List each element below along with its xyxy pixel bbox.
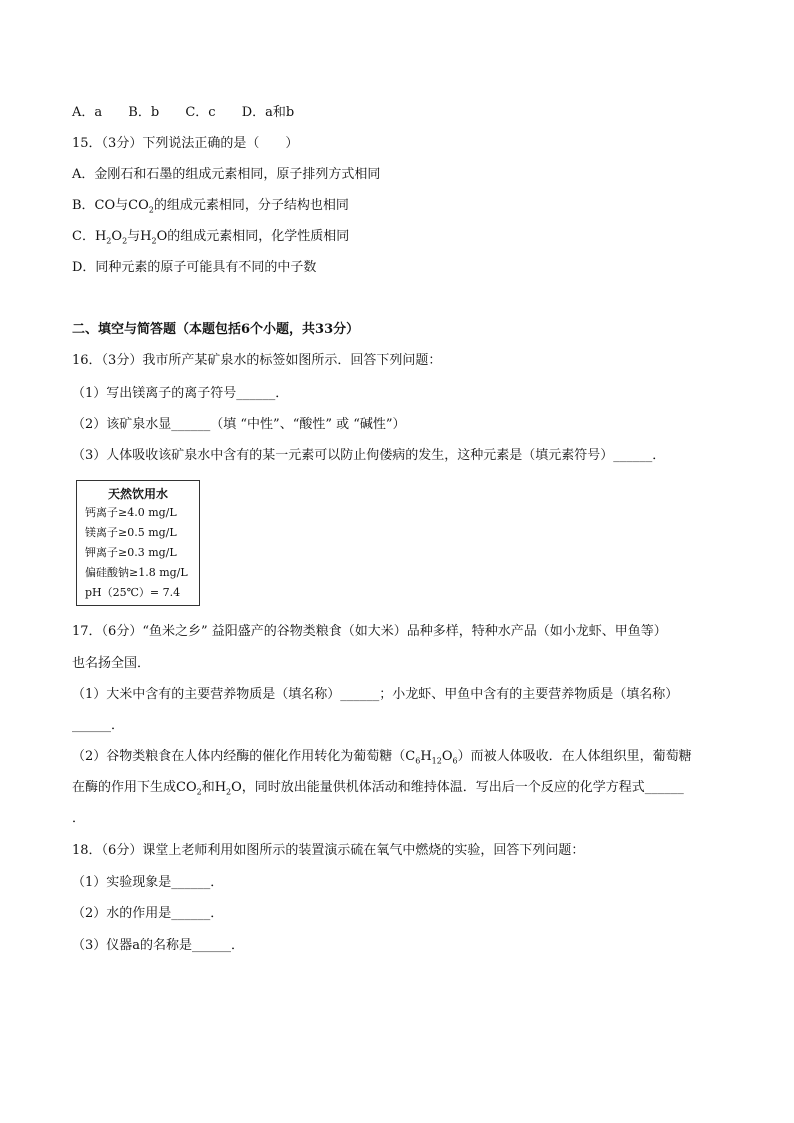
q17-part2-line2 bbox=[72, 779, 684, 802]
text: （2）谷物类粮食在人体内经酶的催化作用转化为葡萄糖（C bbox=[72, 749, 416, 764]
q18-part1: （1）实验现象是______． bbox=[72, 875, 224, 890]
q14-option-a: A．a bbox=[72, 105, 103, 120]
text: ）而被人体吸收．在人体组织里，葡萄糖 bbox=[457, 749, 692, 764]
subscript: 2 bbox=[106, 236, 112, 246]
section-title: 二、填空与简答题（本题包括6个小题，共33分） bbox=[72, 322, 360, 337]
q17-part1-line1: （1）大米中含有的主要营养物质是（填名称）______；小龙虾、甲鱼中含有的主要营养物质是（填名称） bbox=[72, 687, 679, 702]
q18-part3: （3）仪器a的名称是______． bbox=[72, 938, 245, 953]
label-title: 天然饮用水 bbox=[107, 487, 168, 501]
q17-part1-line2: ______． bbox=[72, 718, 125, 733]
subscript: 12 bbox=[431, 756, 442, 766]
q17-stem-line2: 也名扬全国． bbox=[72, 656, 151, 671]
q14-option-b: B．b bbox=[128, 105, 160, 120]
text: 在酶的作用下生成CO bbox=[72, 780, 197, 795]
subscript: 2 bbox=[226, 787, 232, 797]
text: O bbox=[111, 229, 123, 244]
q14-option-d: D．a和b bbox=[241, 105, 295, 120]
q15-option-a: A．金刚石和石墨的组成元素相同，原子排列方式相同 bbox=[72, 167, 381, 182]
q15-stem: 15．（3分）下列说法正确的是（ ） bbox=[72, 136, 299, 151]
text: H bbox=[420, 749, 432, 764]
text: B．CO与CO bbox=[72, 198, 149, 213]
label-row-calcium: 钙离子≥4.0 mg/L bbox=[85, 506, 177, 519]
text: 和H bbox=[201, 780, 227, 795]
label-row-magnesium: 镁离子≥0.5 mg/L bbox=[85, 526, 177, 539]
label-row-silicate: 偏硅酸钠≥1.8 mg/L bbox=[85, 566, 188, 579]
subscript: 6 bbox=[415, 756, 421, 766]
q16-stem: 16．（3分）我市所产某矿泉水的标签如图所示．回答下列问题： bbox=[72, 353, 442, 368]
q14-options bbox=[72, 104, 316, 122]
subscript: 2 bbox=[196, 787, 202, 797]
q17-stem-line1: 17．（6分）“鱼米之乡” 益阳盛产的谷物类粮食（如大米）品种多样，特种水产品（如小龙虾、甲鱼等） bbox=[72, 624, 667, 639]
text: O bbox=[441, 749, 453, 764]
q17-part2-line3: ． bbox=[72, 811, 86, 826]
q18-part2: （2）水的作用是______． bbox=[72, 906, 224, 921]
q14-option-c: C．c bbox=[185, 105, 216, 120]
q16-part3: （3）人体吸收该矿泉水中含有的某一元素可以防止佝偻病的发生，这种元素是（填元素符号）______． bbox=[72, 448, 666, 463]
label-row-potassium: 钾离子≥0.3 mg/L bbox=[85, 546, 177, 559]
text: C．H bbox=[72, 229, 107, 244]
subscript: 6 bbox=[452, 756, 458, 766]
q15-option-d: D．同种元素的原子可能具有不同的中子数 bbox=[72, 260, 317, 275]
q15-option-c bbox=[72, 228, 349, 251]
subscript: 2 bbox=[122, 236, 128, 246]
subscript: 2 bbox=[148, 205, 154, 215]
text: 的组成元素相同，分子结构也相同 bbox=[153, 198, 349, 213]
subscript: 2 bbox=[151, 236, 157, 246]
text: O的组成元素相同，化学性质相同 bbox=[156, 229, 350, 244]
q16-part2: （2）该矿泉水显______（填 “中性”、“酸性” 或 “碱性”） bbox=[72, 417, 406, 432]
q15-option-b bbox=[72, 197, 349, 220]
label-row-ph: pH（25℃）= 7.4 bbox=[85, 586, 181, 599]
water-label-box bbox=[76, 480, 200, 606]
q16-part1: （1）写出镁离子的离子符号______． bbox=[72, 386, 289, 401]
text: 与H bbox=[127, 229, 152, 244]
text: O，同时放出能量供机体活动和维持体温．写出后一个反应的化学方程式______ bbox=[231, 780, 684, 795]
q17-part2-line1 bbox=[72, 748, 692, 771]
q18-stem: 18．（6分）课堂上老师利用如图所示的装置演示硫在氧气中燃烧的实验，回答下列问题： bbox=[72, 843, 585, 858]
